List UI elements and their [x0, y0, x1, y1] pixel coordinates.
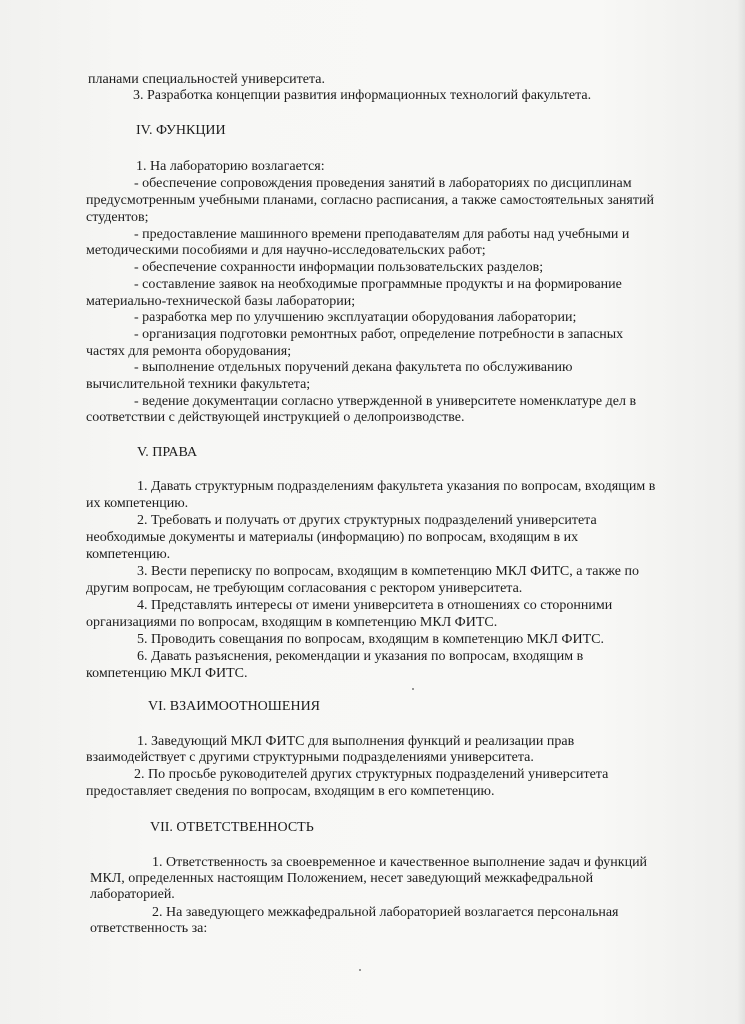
text-line: компетенцию.: [86, 547, 171, 562]
text-line: - организация подготовки ремонтных работ, определение потребности в запасных: [134, 327, 624, 342]
text-line: студентов;: [86, 210, 149, 225]
text-line: материально-технической базы лаборатории;: [86, 294, 356, 309]
text-line: 2. По просьбе руководителей других структурных подразделений университета: [134, 767, 609, 782]
text-line: предусмотренным учебными планами, согласно расписания, а также самостоятельных занятий: [86, 193, 654, 208]
text-line: соответствии с действующей инструкцией о делопроизводстве.: [86, 410, 465, 425]
text-line: другим вопросам, не требующим согласования с ректором университета.: [86, 581, 523, 596]
scan-speck: [412, 688, 414, 690]
text-line: - ведение документации согласно утвержденной в университете номенклатуре дел в: [134, 394, 637, 409]
text-line: организациями по вопросам, входящим в компетенцию МКЛ ФИТС.: [86, 615, 498, 630]
text-line: 3. Вести переписку по вопросам, входящим в компетенцию МКЛ ФИТС, а также по: [137, 564, 639, 579]
text-line: 2. На заведующего межкафедральной лабораторией возлагается персональная: [152, 905, 619, 920]
text-line: ответственность за:: [90, 921, 208, 936]
text-line: 1. Ответственность за своевременное и качественное выполнение задач и функций: [152, 855, 648, 870]
text-line: - предоставление машинного времени преподавателям для работы над учебными и: [134, 227, 630, 242]
section-heading-rights: V. ПРАВА: [137, 445, 198, 460]
text-line: 1. На лабораторию возлагается:: [136, 159, 325, 174]
text-line: методическими пособиями и для научно-исследовательских работ;: [86, 243, 486, 258]
page-edge-shadow: [737, 0, 745, 1024]
section-heading-functions: IV. ФУНКЦИИ: [136, 123, 226, 138]
text-line: взаимодействует с другими структурными подразделениями университета.: [86, 750, 534, 765]
text-line: вычислительной техники факультета;: [86, 377, 311, 392]
text-line: 1. Давать структурным подразделениям факультета указания по вопросам, входящим в: [137, 479, 656, 494]
text-line: - составление заявок на необходимые программные продукты и на формирование: [134, 277, 622, 292]
text-line: - выполнение отдельных поручений декана факультета по обслуживанию: [134, 360, 573, 375]
section-heading-responsibility: VII. ОТВЕТСТВЕННОСТЬ: [150, 820, 314, 835]
text-line: 5. Проводить совещания по вопросам, входящим в компетенцию МКЛ ФИТС.: [137, 632, 604, 647]
text-line: - обеспечение сопровождения проведения занятий в лабораториях по дисциплинам: [134, 176, 632, 191]
text-line: 3. Разработка концепции развития информационных технологий факультета.: [133, 88, 592, 103]
text-line: необходимые документы и материалы (информацию) по вопросам, входящим в их: [86, 530, 579, 545]
text-line: МКЛ, определенных настоящим Положением, несет заведующий межкафедральной: [90, 871, 594, 886]
text-line: 4. Представлять интересы от имени университета в отношениях со сторонними: [137, 598, 613, 613]
text-line: - разработка мер по улучшению эксплуатации оборудования лаборатории;: [134, 310, 577, 325]
text-line: лабораторией.: [90, 887, 175, 902]
text-line: - обеспечение сохранности информации пользовательских разделов;: [134, 260, 544, 275]
text-line: планами специальностей университета.: [88, 72, 326, 87]
text-line: 1. Заведующий МКЛ ФИТС для выполнения функций и реализации прав: [137, 734, 575, 749]
text-line: компетенцию МКЛ ФИТС.: [86, 666, 248, 681]
text-line: 2. Требовать и получать от других структурных подразделений университета: [137, 513, 597, 528]
text-line: предоставляет сведения по вопросам, входящим в его компетенцию.: [86, 784, 495, 799]
scan-speck: [359, 969, 361, 971]
section-heading-relations: VI. ВЗАИМООТНОШЕНИЯ: [148, 699, 321, 714]
text-line: 6. Давать разъяснения, рекомендации и указания по вопросам, входящим в: [137, 649, 584, 664]
text-line: их компетенцию.: [86, 496, 189, 511]
text-line: частях для ремонта оборудования;: [86, 344, 292, 359]
